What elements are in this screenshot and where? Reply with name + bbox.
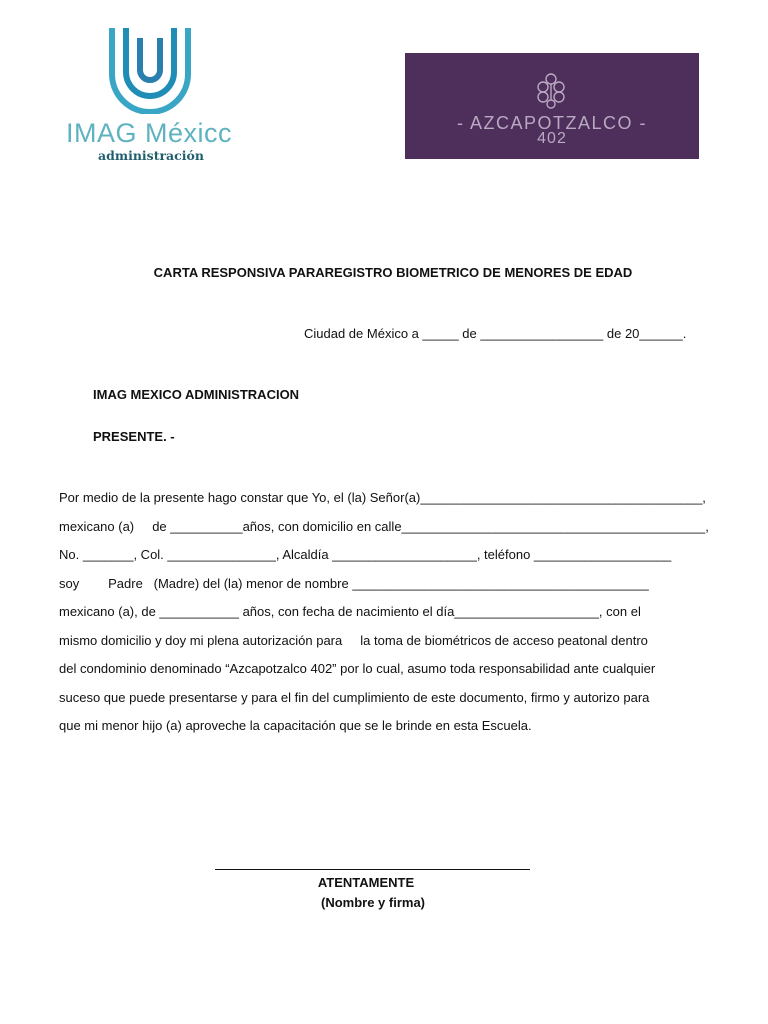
signature-line xyxy=(215,869,530,870)
signature-label: ATENTAMENTE xyxy=(317,875,415,890)
imag-logo-mark-icon xyxy=(104,24,196,114)
presente-heading: PRESENTE. - xyxy=(93,429,175,444)
imag-mexico-logo xyxy=(64,24,239,164)
body-line: suceso que puede presentarse y para el fin del cumplimiento de este documento, firmo y autorizo para xyxy=(59,689,650,705)
imag-logo-subtitle: administración xyxy=(98,148,204,163)
azcapotzalco-logo-number: 402 xyxy=(537,130,567,147)
body-line: soy Padre (Madre) del (la) menor de nombre _________________________________________ xyxy=(59,575,649,591)
imag-logo-brand: IMAG Méxicc xyxy=(66,118,233,148)
azcapotzalco-logo xyxy=(405,53,699,159)
signature-sublabel: (Nombre y firma) xyxy=(320,895,426,910)
azcapotzalco-logo-name: - AZCAPOTZALCO - xyxy=(456,113,648,133)
body-line: que mi menor hijo (a) aproveche la capacitación que se le brinde en esta Escuela. xyxy=(59,718,532,733)
document-title: CARTA RESPONSIVA PARAREGISTRO BIOMETRICO DE MENORES DE EDAD xyxy=(153,265,633,280)
letter-body xyxy=(59,490,709,747)
body-line: No. _______, Col. _______________, Alcaldía ____________________, teléfono ___________________ xyxy=(59,547,672,562)
addressee: IMAG MEXICO ADMINISTRACION xyxy=(93,387,300,402)
body-line: mismo domicilio y doy mi plena autorización para la toma de biométricos de acceso peatonal dentro xyxy=(59,632,648,648)
floral-emblem-icon xyxy=(534,71,568,109)
body-line: mexicano (a) de __________años, con domicilio en calle__________________________________________, xyxy=(59,518,709,534)
body-line: del condominio denominado “Azcapotzalco 402” por lo cual, asumo toda responsabilidad ante cualquier xyxy=(59,661,656,676)
body-line: mexicano (a), de ___________ años, con fecha de nacimiento el día____________________, con el xyxy=(59,604,641,619)
date-line: Ciudad de México a _____ de _________________ de 20______. xyxy=(304,326,687,341)
body-line: Por medio de la presente hago constar que Yo, el (la) Señor(a)_______________________________________, xyxy=(59,490,706,505)
